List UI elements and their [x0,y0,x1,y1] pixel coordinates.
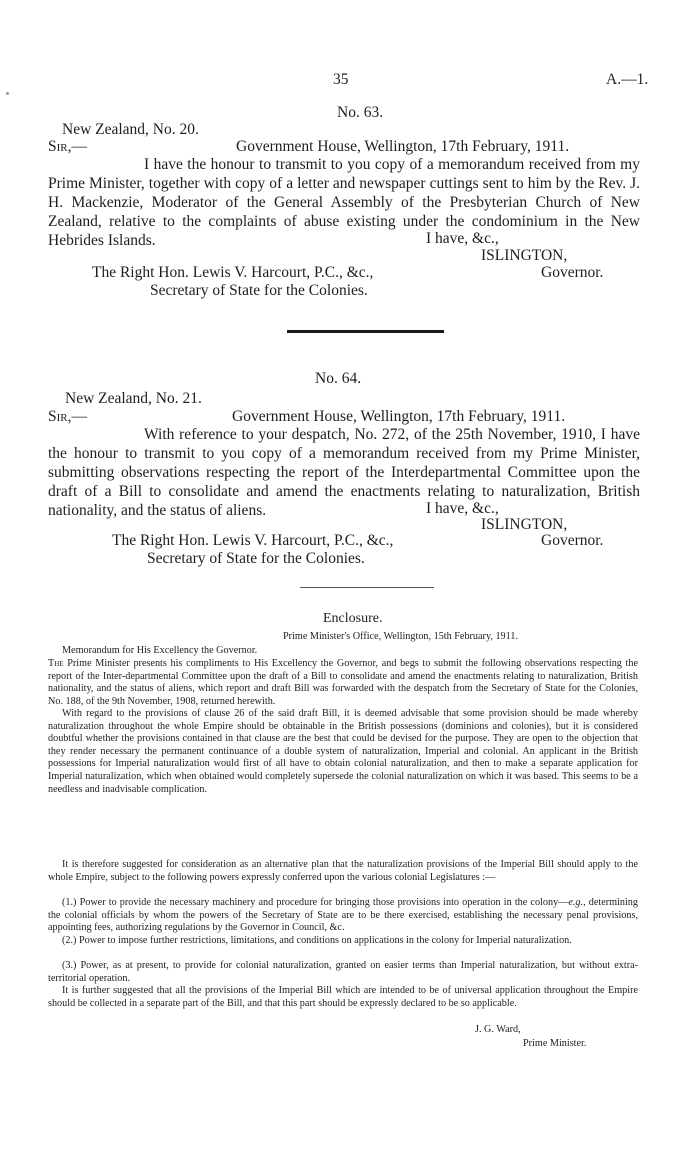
letter-number: No. 63. [337,104,384,121]
addressee-line-1: The Right Hon. Lewis V. Harcourt, P.C., &c., [112,532,394,549]
enclosure-title: Enclosure. [323,611,383,626]
memo-item-1 [48,897,638,935]
section-divider [287,330,444,333]
memo-paragraph-4: It is further suggested that all the provisions of the Imperial Bill which are intended to be of universal application throughout the Empire should be collected in a separate part of the Bill, and that this part should be expressly declared to be so applicable. [48,985,638,1009]
paragraph-lead: The [48,658,64,669]
new-zealand-reference: New Zealand, No. 20. [62,121,199,138]
signatory-title: Governor. [541,532,604,549]
signatory: ISLINGTON, [481,247,568,264]
page-number: 35 [333,71,349,88]
memo-signer [475,1024,521,1037]
item-text: determining the colonial officials by whom the powers of the Secretary of State are to be there exercised, establishing the necessary penal provisions, appointing fees, authorizing regulations by the Governor in Council, &c. [48,897,638,934]
closing: I have, &c., [426,230,499,247]
dateline: Government House, Wellington, 17th February, 1911. [232,408,566,425]
item-text: (1.) Power to provide the necessary machinery and procedure for bringing those provisions into operation in the colony— [62,897,569,908]
section-divider [300,587,434,588]
addressee-line-2: Secretary of State for the Colonies. [147,550,365,567]
memo-item-3: (3.) Power, as at present, to provide for colonial naturalization, granted on easier terms than Imperial naturalization, but without extra-territorial operation. [48,960,638,984]
closing: I have, &c., [426,500,499,517]
enclosure-dateline: Prime Minister's Office, Wellington, 15th February, 1911. [283,631,519,642]
dateline: Government House, Wellington, 17th February, 1911. [236,138,570,155]
signer-name: J. G. Ward, [475,1024,521,1035]
letter-body: I have the honour to transmit to you copy of a memorandum received from my Prime Minister, together with copy of a letter and newspaper cuttings sent to him by the Rev. J. H. Mackenzie, Moderator of the General Assembly of the Presbyterian Church of New Zealand, relative to the complaints of abuse existing under the condominium in the New Hebrides Islands. [48,156,640,249]
letter-number: No. 64. [315,370,362,387]
signatory-title: Governor. [541,264,604,281]
addressee-line-2: Secretary of State for the Colonies. [150,282,368,299]
memo-paragraph-2: With regard to the provisions of clause 26 of the said draft Bill, it is deemed advisable that some provision should be made whereby naturalization throughout the whole Empire should be obtainable in the British possessions (dominions and colonies), but it is considered doubtful whether the provisions contained in that clause are the best that could be devised for the purpose. They are open to the objection that they render necessary the permanent continuance of a double system of naturalization, Imperial and colonial. An applicant in the British possessions for Imperial naturalization would first of all have to obtain colonial naturalization, and then to make a separate application for Imperial naturalization, which when obtained would completely supersede the colonial naturalization on which it was based. This seems to be a needless and inadvisable complication. [48,708,638,795]
memo-signer-title: Prime Minister. [523,1038,587,1049]
paragraph-text: Prime Minister presents his compliments to His Excellency the Governor, and begs to submit the following observations respecting the report of the Inter-departmental Committee upon the draft of a Bill to consolidate and amend the enactments relating to naturalization, British nationality, and the status of aliens, which report and draft Bill was forwarded with the despatch from the Secretary of State for the Colonies, No. 188, of the 9th November, 1908, returned herewith. [48,658,639,707]
addressee-line-1: The Right Hon. Lewis V. Harcourt, P.C., &c., [92,264,374,281]
signatory: ISLINGTON, [481,516,568,533]
memo-item-2: (2.) Power to impose further restrictions, limitations, and conditions on applications in the colony for Imperial naturalization. [62,935,572,946]
salutation: Sir,— [48,408,87,425]
letter-body: With reference to your despatch, No. 272, of the 25th November, 1910, I have the honour to transmit to you copy of a memorandum received from my Prime Minister, submitting observations respecting the report of the Interdepartmental Committee upon the draft of a Bill to consolidate and amend the enactments relating to naturalization, British nationality, and the status of aliens. [48,426,640,519]
memo-paragraph-1 [48,658,638,708]
memorandum-heading: Memorandum for His Excellency the Governor. [62,645,258,656]
memo-paragraph-3: It is therefore suggested for consideration as an alternative plan that the naturalization provisions of the Imperial Bill should apply to the whole Empire, subject to the following powers expressly conferred upon the various colonial Legislatures :— [48,859,638,883]
margin-mark [6,92,9,95]
new-zealand-reference: New Zealand, No. 21. [65,390,202,407]
document-reference: A.—1. [606,71,649,88]
item-emphasis: e.g., [568,897,586,908]
salutation: Sir,— [48,138,87,155]
